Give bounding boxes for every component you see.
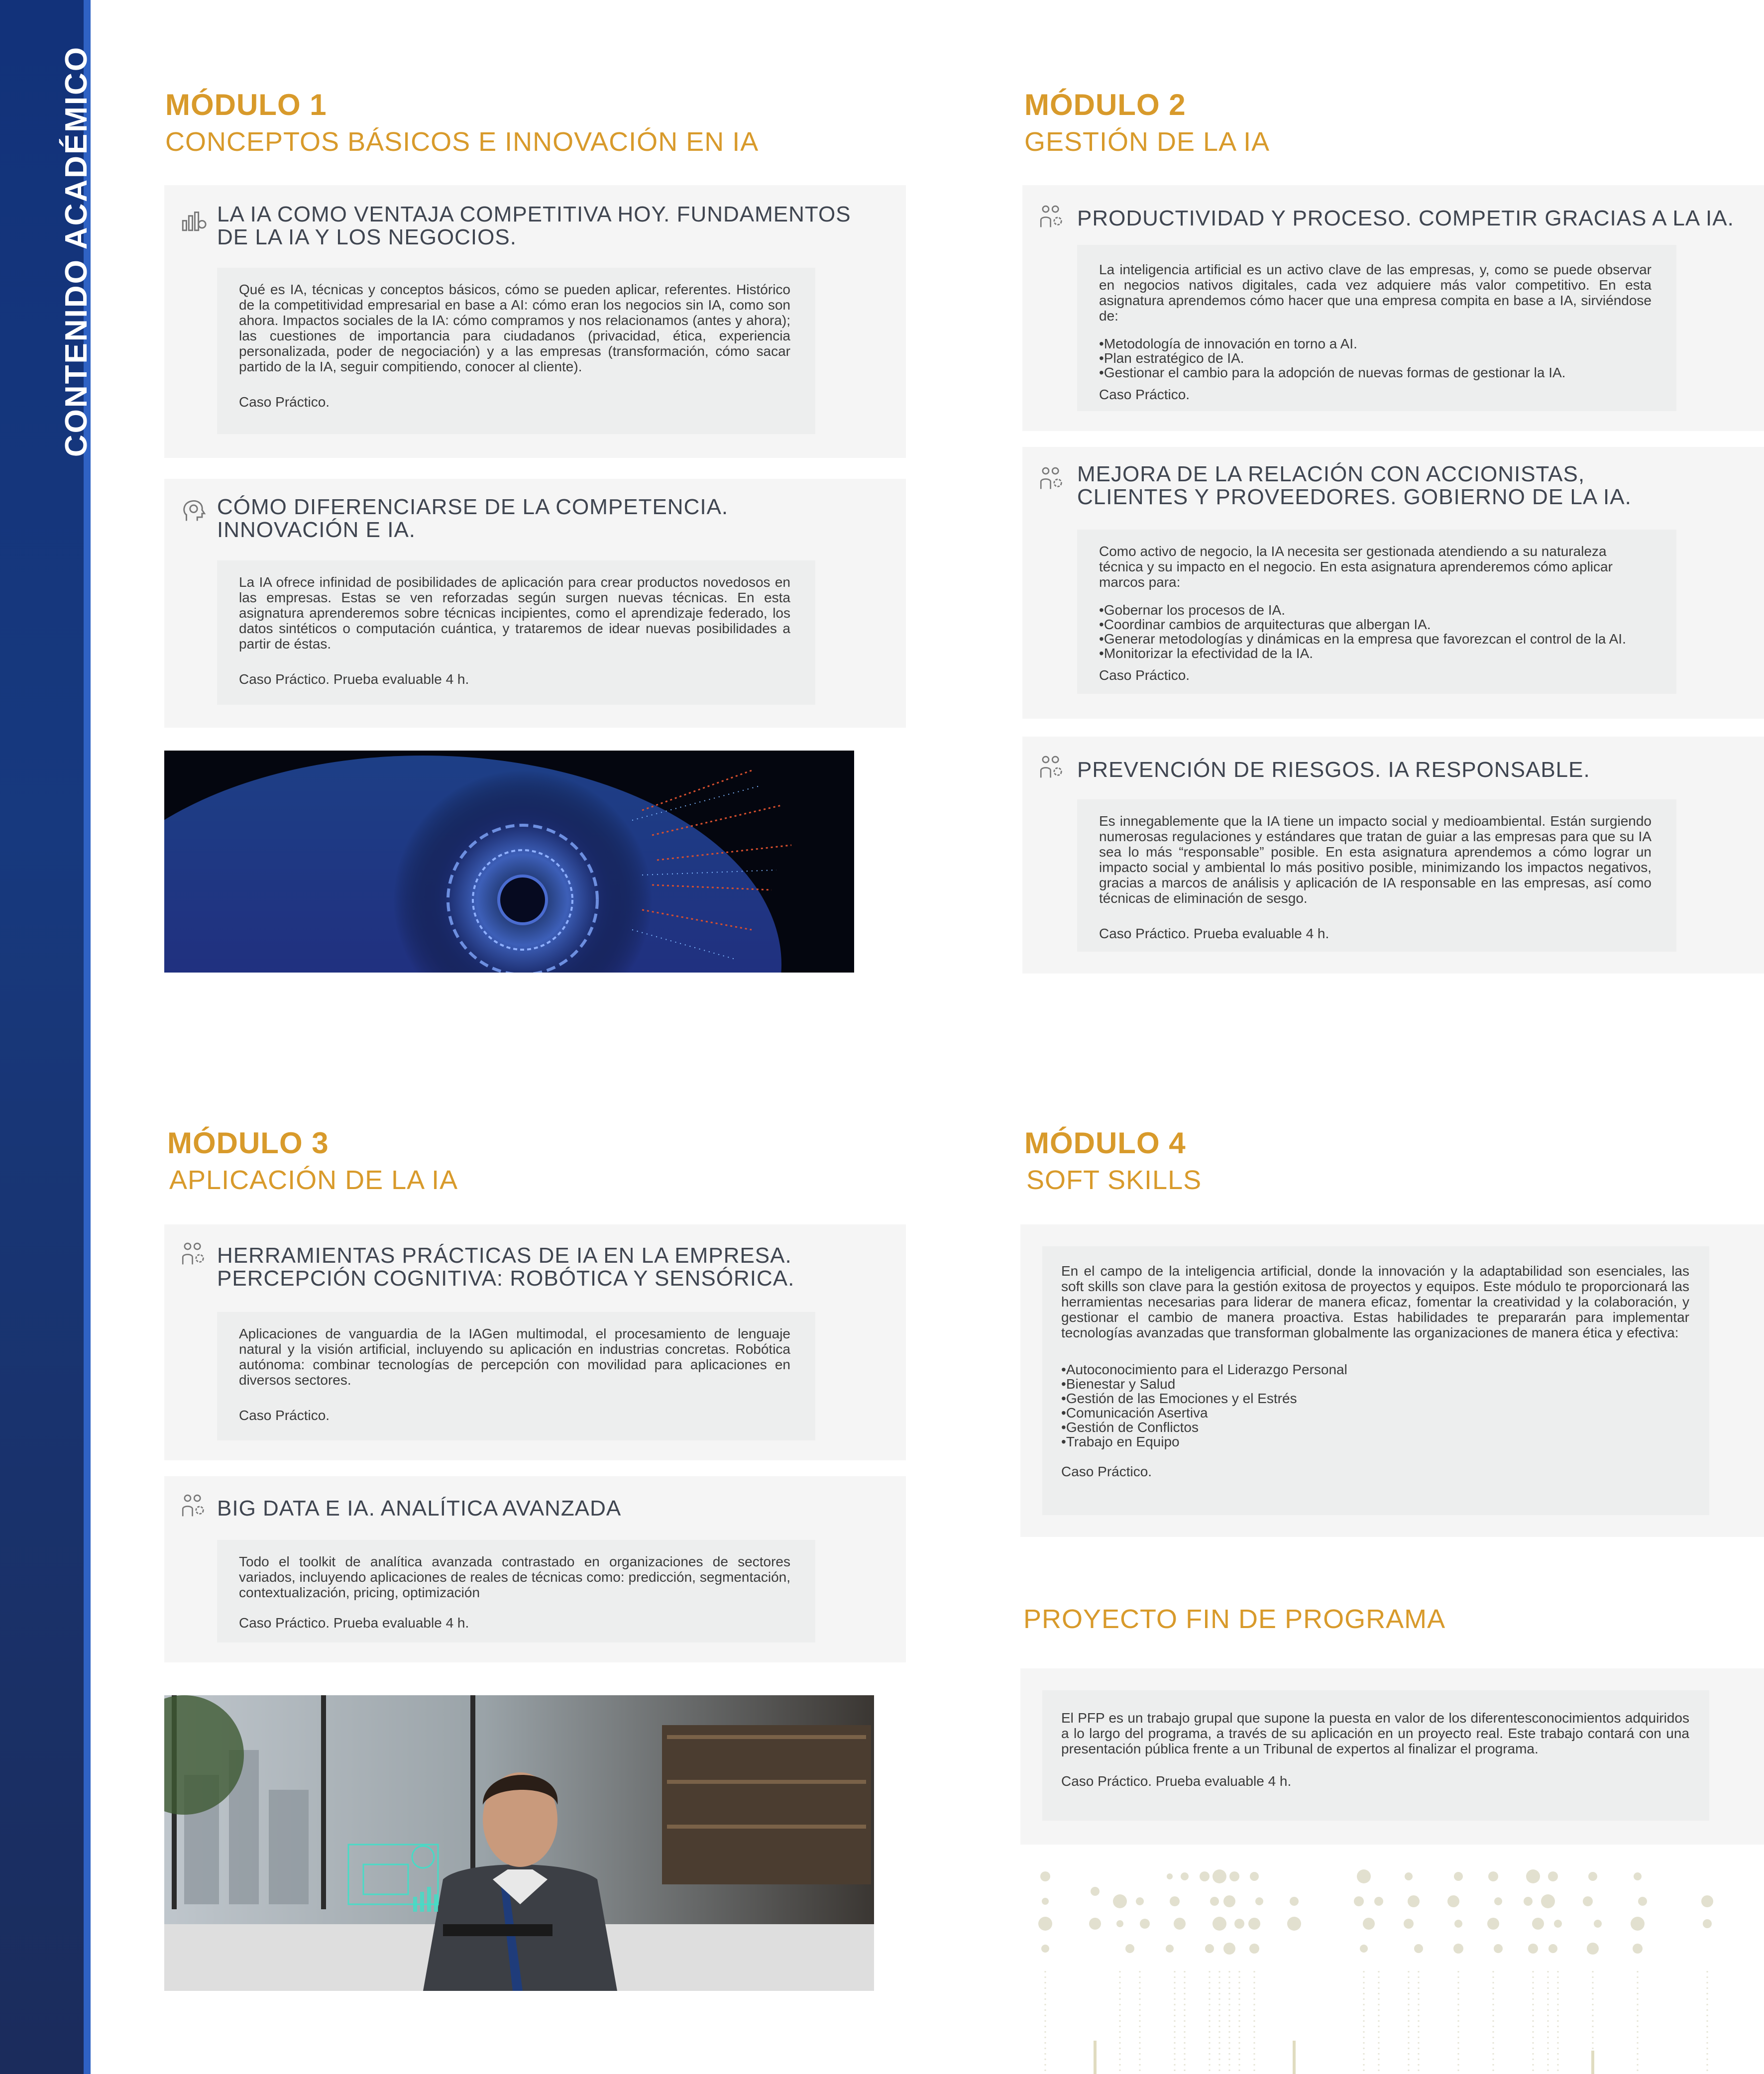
module-2-card-2 xyxy=(1022,447,1764,719)
card-description: El PFP es un trabajo grupal que supone la puesta en valor de los diferentesconocimientos adquiridos a lo largo del programa, a través de su aplicación en un proyecto real. Este trabajo contará con una presentación pública frente a un Tribunal de expertos al finalizar el programa. Caso Práctico. Prueba evaluable 4 h. xyxy=(1042,1690,1709,1821)
team-gears-icon xyxy=(179,1240,208,1269)
module-1-card-1 xyxy=(164,185,906,458)
team-gears-icon xyxy=(1037,754,1066,782)
card-description: Como activo de negocio, la IA necesita ser gestionada atendiendo a su naturaleza técnica y su impacto en el negocio. En esta asignatura aprenderemos cómo aplicar marcos para: • Gobernar los procesos de IA. • Coordinar cambios de arquitecturas que albergan IA. • Generar metodologías y dinámicas en la empresa que favorezcan el control de la AI. • Monitorizar la efectividad de la IA. Caso Práctico. xyxy=(1077,530,1676,694)
businessman-graphic xyxy=(164,1695,874,1991)
card-description: La inteligencia artificial es un activo clave de las empresas, y, como se puede observar en negocios nativos digitales, cada vez adquiere más valor competitivo. En esta asignatura aprendemos cómo hacer que una empresa compita en base a IA, sirviéndose de: • Metodología de innovación en torno a AI. • Plan estratégico de IA. • Gestionar el cambio para la adopción de nuevas formas de gestionar la IA. Caso Práctico. xyxy=(1077,245,1676,411)
module-4-number: MÓDULO 4 xyxy=(1024,1126,1186,1160)
module-4-subtitle: SOFT SKILLS xyxy=(1026,1165,1202,1195)
module-4-card xyxy=(1020,1224,1764,1537)
card-description: Todo el toolkit de analítica avanzada contrastado en organizaciones de sectores variados, incluyendo aplicaciones de reales de técnicas como: predicción, segmentación, contextualización, pricing, optimización Caso Práctico. Prueba evaluable 4 h. xyxy=(217,1540,815,1642)
card-title: CÓMO DIFERENCIARSE DE LA COMPETENCIA. INNOVACIÓN E IA. xyxy=(217,495,729,542)
module-3-number: MÓDULO 3 xyxy=(167,1126,329,1160)
module-2-card-1 xyxy=(1022,185,1764,431)
module-1-card-2 xyxy=(164,479,906,728)
card-title: PREVENCIÓN DE RIESGOS. IA RESPONSABLE. xyxy=(1077,758,1590,782)
module-3-subtitle: APLICACIÓN DE LA IA xyxy=(169,1165,458,1195)
brain-head-icon xyxy=(179,497,208,526)
module-2-number: MÓDULO 2 xyxy=(1024,88,1186,121)
bullet-list: • Autoconocimiento para el Liderazgo Personal • Bienestar y Salud • Gestión de las Emociones y el Estrés • Comunicación Asertiva • Gestión de Conflictos • Trabajo en Equipo xyxy=(1061,1362,1689,1449)
module-2-card-3 xyxy=(1022,737,1764,974)
card-description: En el campo de la inteligencia artificial, donde la innovación y la adaptabilidad son esenciales, las soft skills son clave para la gestión exitosa de proyectos y equipos. Este módulo te proporcionará las herramientas necesarias para liderar de manera eficaz, fomentar la creatividad y la colaboración, y gestionar el cambio de manera proactiva. Estas habilidades te prepararán para implementar tecnologías avanzadas que transforman globalmente las organizaciones de manera ética y efectiva: • Autoconocimiento para el Liderazgo Personal • Bienestar y Salud • Gestión de las Emociones y el Estrés • Comunicación Asertiva • Gestión de Conflictos • Trabajo en Equipo Caso Práctico. xyxy=(1042,1246,1709,1515)
team-gears-icon xyxy=(179,1492,208,1521)
sidebar-title: CONTENIDO ACADÉMICO xyxy=(59,45,94,457)
module-1-number: MÓDULO 1 xyxy=(165,88,327,121)
final-project-title: PROYECTO FIN DE PROGRAMA xyxy=(1023,1604,1446,1634)
businessman-image xyxy=(164,1695,874,1991)
final-project-card xyxy=(1020,1668,1764,1845)
card-title: MEJORA DE LA RELACIÓN CON ACCIONISTAS, CLIENTES Y PROVEEDORES. GOBIERNO DE LA IA. xyxy=(1077,462,1632,509)
card-title: LA IA COMO VENTAJA COMPETITIVA HOY. FUNDAMENTOS DE LA IA Y LOS NEGOCIOS. xyxy=(217,202,851,249)
team-gears-icon xyxy=(1037,203,1066,232)
card-title: PRODUCTIVIDAD Y PROCESO. COMPETIR GRACIAS A LA IA. xyxy=(1077,206,1734,230)
module-1-subtitle: CONCEPTOS BÁSICOS E INNOVACIÓN EN IA xyxy=(165,127,759,157)
card-description: La IA ofrece infinidad de posibilidades de aplicación para crear productos novedosos en las empresas. Estas se ven reforzadas según surgen nuevas técnicas. En esta asignatura aprenderemos sobre técnicas incipientes, como el aprendizaje federado, los datos sintéticos o computación cuántica, y trataremos de idear nuevas posibilidades a partir de éstas. Caso Práctico. Prueba evaluable 4 h. xyxy=(217,560,815,705)
module-3-card-2 xyxy=(164,1476,906,1662)
card-description: Es innegablemente que la IA tiene un impacto social y medioambiental. Están surgiendo numerosas regulaciones y estándares que tratan de guiar a las empresas para que su IA sea lo más “responsable” posible. En esta asignatura aprendemos a cómo lograr un impacto social y ambiental lo más positivo posible, minimizando los impactos negativos, gracias a marcos de análisis y aplicación de IA responsable en las empresas, así como técnicas de eliminación de sesgo. Caso Práctico. Prueba evaluable 4 h. xyxy=(1077,799,1676,952)
card-description: Qué es IA, técnicas y conceptos básicos, cómo se pueden aplicar, referentes. Histórico de la competitividad empresarial en base a AI: cómo eran los negocios sin IA, como son ahora. Impactos sociales de la IA: cómo compramos y nos relacionamos (antes y ahora); las cuestiones de importancia para ciudadanos (privacidad, ética, experiencia personalizada, poder de negociación) y a las empresas (transformación, cómo sacar partido de la IA, seguir compitiendo, conocer al cliente). Caso Práctico. xyxy=(217,268,815,434)
chart-growth-icon xyxy=(179,205,208,234)
module-3-card-1 xyxy=(164,1224,906,1460)
module-2-subtitle: GESTIÓN DE LA IA xyxy=(1024,127,1270,157)
ai-eye-image xyxy=(164,751,854,973)
card-title: BIG DATA E IA. ANALÍTICA AVANZADA xyxy=(217,1496,622,1521)
card-title: HERRAMIENTAS PRÁCTICAS DE IA EN LA EMPRESA. PERCEPCIÓN COGNITIVA: ROBÓTICA Y SENSÓRICA. xyxy=(217,1243,795,1291)
card-description: Aplicaciones de vanguardia de la IAGen multimodal, el procesamiento de lenguaje natural y la visión artificial, incluyendo su aplicación en industrias concretas. Robótica autónoma: combinar tecnologías de percepción con movilidad para aplicaciones en diversos sectores. Caso Práctico. xyxy=(217,1312,815,1440)
decorative-dot-pattern xyxy=(1020,1861,1764,2074)
bullet-list: • Gobernar los procesos de IA. • Coordinar cambios de arquitecturas que albergan IA. • Generar metodologías y dinámicas en la empresa que favorezcan el control de la AI. • Monitorizar la efectividad de la IA. xyxy=(1099,603,1652,660)
team-gears-icon xyxy=(1037,465,1066,494)
bullet-list: • Metodología de innovación en torno a AI. • Plan estratégico de IA. • Gestionar el cambio para la adopción de nuevas formas de gestionar la IA. xyxy=(1099,336,1652,380)
ai-eye-graphic xyxy=(164,751,854,973)
